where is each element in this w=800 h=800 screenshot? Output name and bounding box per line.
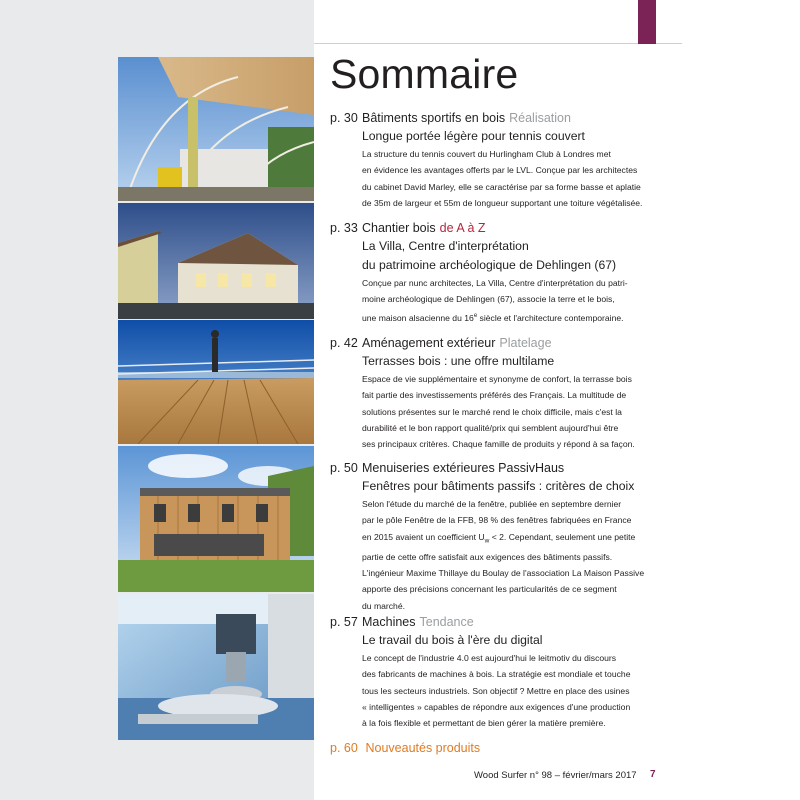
description-line (362, 309, 660, 326)
article-headline: Longue portée légère pour tennis couvert (362, 129, 585, 143)
page-number: p. 42 (330, 336, 358, 350)
top-rule (314, 43, 682, 44)
section-category: Chantier bois (362, 221, 436, 235)
article-headline: Le travail du bois à l'ère du digital (362, 633, 543, 647)
section-tag: Tendance (419, 615, 474, 629)
description-text: < 2. Cependant, seulement une petite (489, 531, 636, 542)
description-text: une maison alsacienne du 16 (362, 312, 474, 323)
toc-entry[interactable] (330, 221, 660, 326)
article-headline: Fenêtres pour bâtiments passifs : critères de choix (362, 479, 635, 493)
description-line (362, 530, 660, 549)
toc-entry[interactable] (330, 615, 660, 731)
description-line: tous les secteurs industriels. Son objectif ? Mettre en place des usines (362, 685, 630, 696)
section-tag: Platelage (499, 336, 552, 350)
toc-entry[interactable] (330, 111, 660, 211)
description-line: de 35m de largeur et 55m de longueur supportant une toiture végétalisée. (362, 197, 643, 208)
description-line: La structure du tennis couvert du Hurlingham Club à Londres met (362, 149, 611, 159)
description-line: partie de cette offre satisfait aux exigences des bâtiments passifs. (362, 551, 613, 562)
corner-accent-bar (638, 0, 656, 44)
section-category: Nouveautés produits (365, 741, 481, 755)
description-line: solutions présentes sur le marché rend le choix difficile, mais c'est la (362, 406, 622, 417)
toc-entry[interactable] (330, 461, 660, 614)
section-category: Machines (362, 615, 416, 629)
description-line: Espace de vie supplémentaire et synonyme de confort, la terrasse bois (362, 374, 632, 384)
page-title: Sommaire (330, 51, 519, 97)
section-category: Bâtiments sportifs en bois (362, 111, 506, 125)
description-line: du marché. (362, 600, 405, 611)
description-text: en 2015 avaient un coefficient U (362, 531, 485, 542)
description-line: durabilité et le bon rapport qualité/prix qui semblent aujourd'hui être (362, 422, 619, 433)
description-line: par le pôle Fenêtre de la FFB, 98 % des fenêtres fabriquées en France (362, 515, 632, 526)
description-line: L'ingénieur Maxime Thillaye du Boulay de l'association La Maison Passive (362, 567, 645, 578)
photo-machine (118, 594, 314, 740)
description-line: fait partie des investissements préférés des Français. La multitude de (362, 390, 627, 401)
article-headline: du patrimoine archéologique de Dehlingen (67) (362, 258, 617, 272)
description-line: ses principaux critères. Chaque famille de produits y répond à sa façon. (362, 439, 635, 450)
description-line: des fabricants de machines à bois. La stratégie est mondiale et touche (362, 669, 631, 680)
page-number: p. 60 (330, 741, 358, 755)
description-line: « intelligentes » capables de répondre aux exigences d'une production (362, 701, 631, 712)
description-line: du cabinet David Marley, elle se caractérise par sa forme basse et aplatie (362, 181, 641, 192)
description-line: moine archéologique de Dehlingen (67), associe la terre et le bois, (362, 294, 615, 305)
description-line: Selon l'étude du marché de la fenêtre, publiée en septembre dernier (362, 499, 622, 509)
superscript: e (473, 312, 478, 319)
description-line: à la fois flexible et permettant de bien gérer la matière première. (362, 718, 606, 729)
article-headline: Terrasses bois : une offre multilame (362, 354, 555, 368)
description-line: Conçue par nunc architectes, La Villa, Centre d'interprétation du patri- (362, 278, 628, 288)
description-text: siècle et l'architecture contemporaine. (477, 312, 624, 323)
page-number: p. 50 (330, 461, 358, 475)
page-number: p. 57 (330, 615, 358, 629)
toc-entry-nouveautes[interactable] (330, 741, 480, 755)
photo-passive-house (118, 446, 314, 592)
subscript: w (484, 537, 490, 545)
footer-issue: Wood Surfer n° 98 – février/mars 2017 (474, 770, 637, 781)
section-tag: Réalisation (509, 111, 571, 125)
photo-tennis-hall (118, 57, 314, 201)
photo-terrace (118, 320, 314, 444)
footer-page-number: 7 (650, 769, 656, 780)
photo-la-villa (118, 203, 314, 319)
description-line: Le concept de l'industrie 4.0 est aujourd'hui le leitmotiv du discours (362, 653, 617, 663)
section-tag: de A à Z (439, 221, 486, 235)
page-number: p. 30 (330, 111, 358, 125)
toc-entry[interactable] (330, 336, 660, 452)
article-headline: La Villa, Centre d'interprétation (362, 239, 529, 253)
page-number: p. 33 (330, 221, 358, 235)
section-category: Menuiseries extérieures PassivHaus (362, 461, 565, 475)
description-line: apporte des précisions concernant les particularités de ce segment (362, 584, 617, 595)
section-category: Aménagement extérieur (362, 336, 496, 350)
description-line: en évidence les avantages offerts par le LVL. Conçue par les architectes (362, 165, 638, 176)
